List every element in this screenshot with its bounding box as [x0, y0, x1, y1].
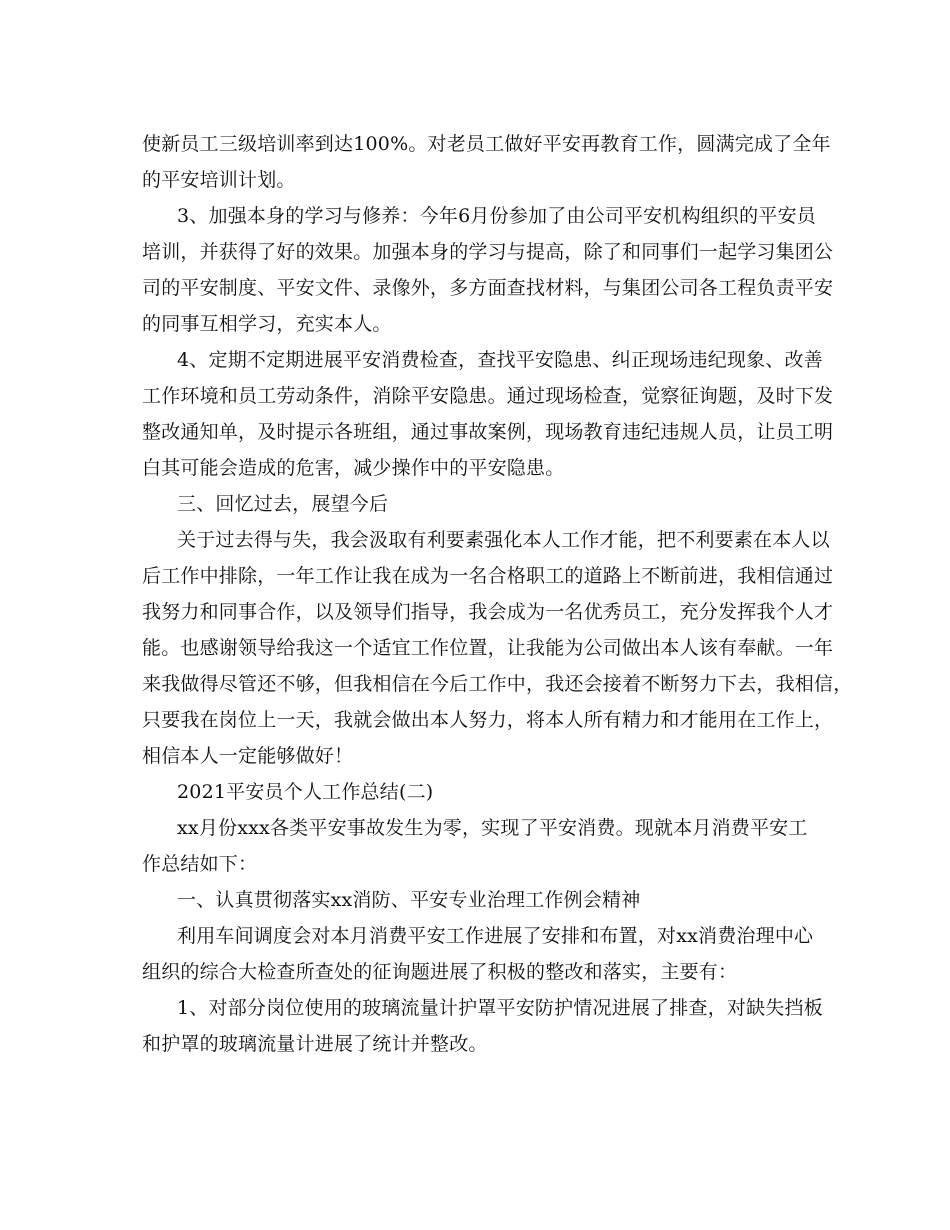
text-line: 司的平安制度、平安文件、录像外，多方面查找材料，与集团公司各工程负责平安 — [142, 277, 834, 299]
text-line: 利用车间调度会对本月消费平安工作进展了安排和布置，对xx消费治理中心 — [177, 925, 814, 947]
document-subtitle: 2021平安员个人工作总结(二) — [177, 781, 434, 803]
text-line: 工作环境和员工劳动条件，消除平安隐患。通过现场检查，觉察征询题，及时下发 — [142, 385, 834, 407]
text-line: 后工作中排除，一年工作让我在成为一名合格职工的道路上不断前进，我相信通过 — [142, 565, 834, 587]
text-line: 3、加强本身的学习与修养：今年6月份参加了由公司平安机构组织的平安员 — [177, 205, 816, 227]
text-line: 和护罩的玻璃流量计进展了统计并整改。 — [142, 1033, 488, 1055]
section-heading: 一、认真贯彻落实xx消防、平安专业治理工作例会精神 — [177, 889, 641, 911]
text-line: 关于过去得与失，我会汲取有利要素强化本人工作才能，把不利要素在本人以 — [177, 529, 830, 551]
text-line: 整改通知单，及时提示各班组，通过事故案例，现场教育违纪违规人员，让员工明 — [142, 421, 834, 443]
section-heading: 三、回忆过去，展望今后 — [177, 493, 389, 515]
text-line: 来我做得尽管还不够，但我相信在今后工作中，我还会接着不断努力下去，我相信， — [142, 673, 853, 695]
text-line: 只要我在岗位上一天，我就会做出本人努力，将本人所有精力和才能用在工作上， — [142, 709, 834, 731]
text-line: 1、对部分岗位使用的玻璃流量计护罩平安防护情况进展了排查，对缺失挡板 — [177, 997, 823, 1019]
text-line: 的平安培训计划。 — [142, 169, 296, 191]
text-line: 使新员工三级培训率到达100%。对老员工做好平安再教育工作，圆满完成了全年 — [142, 133, 831, 155]
text-line: 相信本人一定能够做好！ — [142, 745, 354, 767]
text-line: 我努力和同事合作，以及领导们指导，我会成为一名优秀员工，充分发挥我个人才 — [142, 601, 834, 623]
text-line: 能。也感谢领导给我这一个适宜工作位置，让我能为公司做出本人该有奉献。一年 — [142, 637, 834, 659]
text-line: 组织的综合大检查所查处的征询题进展了积极的整改和落实，主要有： — [142, 961, 738, 983]
text-line: 作总结如下： — [142, 853, 258, 875]
text-line: xx月份xxx各类平安事故发生为零，实现了平安消费。现就本月消费平安工 — [177, 817, 808, 839]
text-line: 4、定期不定期进展平安消费检查，查找平安隐患、纠正现场违纪现象、改善 — [177, 349, 823, 371]
text-line: 培训，并获得了好的效果。加强本身的学习与提高，除了和同事们一起学习集团公 — [142, 241, 834, 263]
text-line: 白其可能会造成的危害，减少操作中的平安隐患。 — [142, 457, 565, 479]
text-line: 的同事互相学习，充实本人。 — [142, 313, 392, 335]
